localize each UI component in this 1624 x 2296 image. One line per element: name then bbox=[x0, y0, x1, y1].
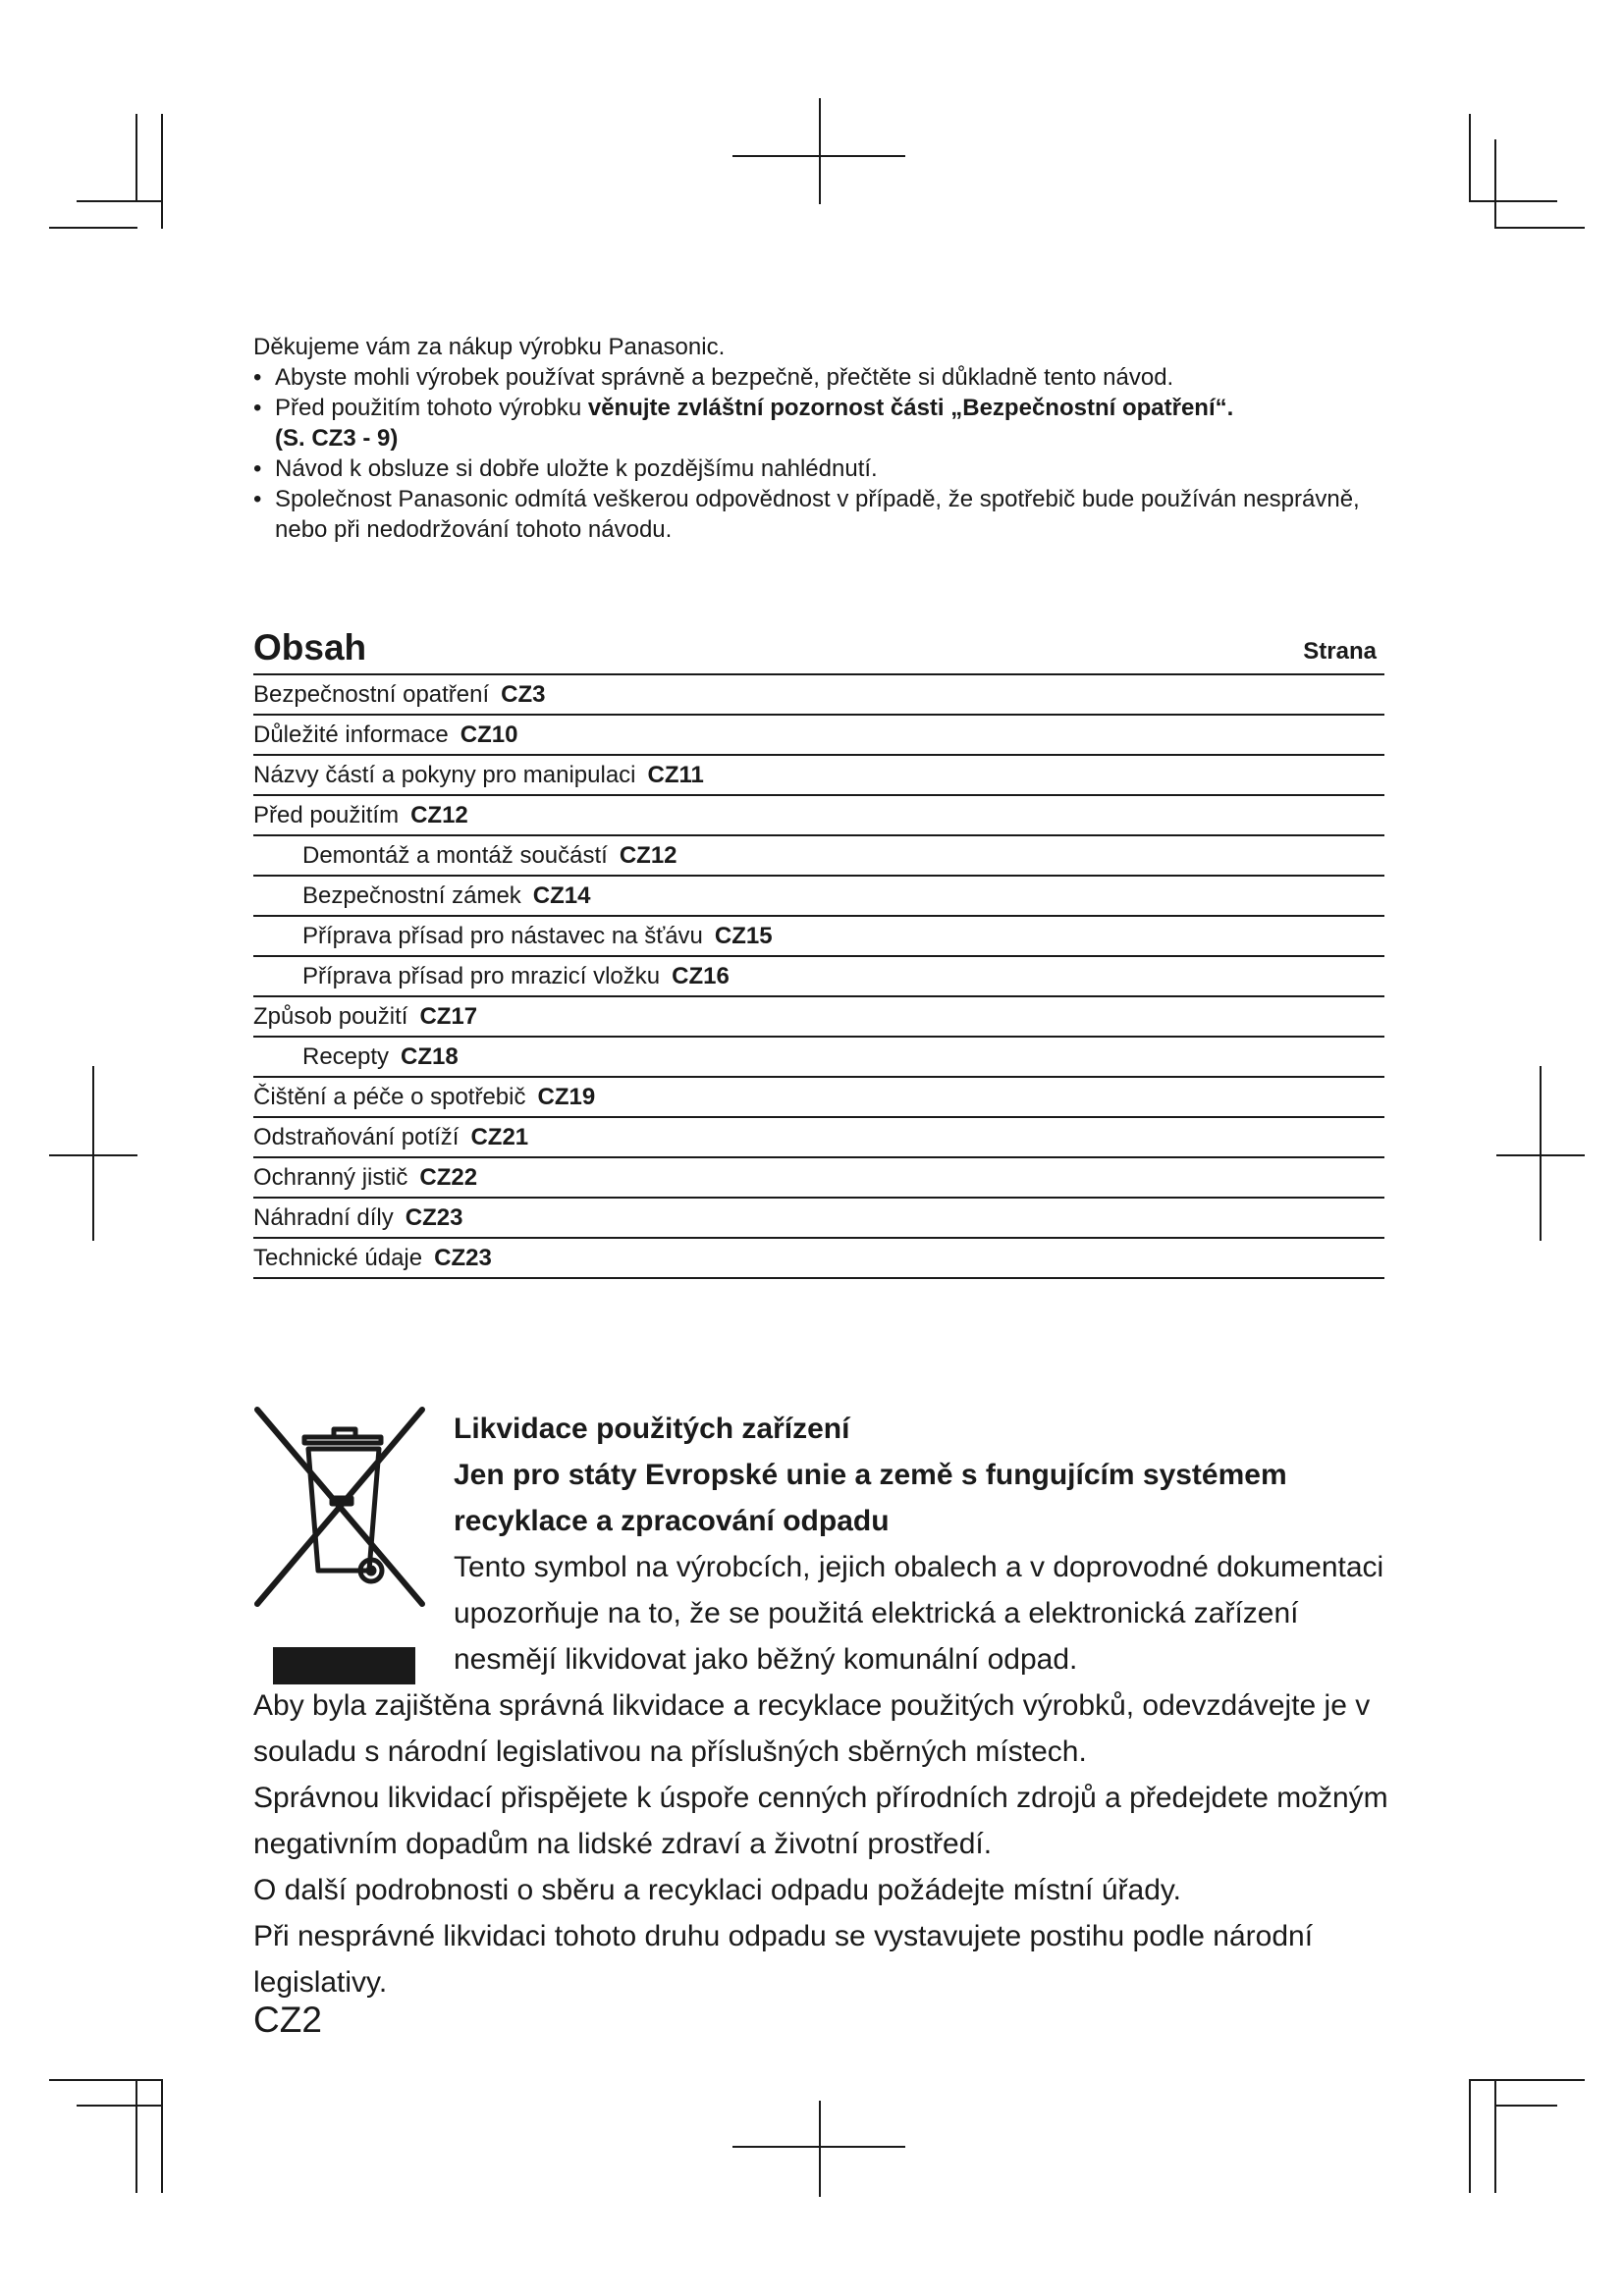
intro-bullet-text: Návod k obsluze si dobře uložte k pozdějšímu nahlédnutí. bbox=[275, 455, 878, 482]
intro-bullet-text: Před použitím tohoto výrobku bbox=[275, 395, 588, 421]
crop-mark-line bbox=[1469, 200, 1557, 202]
toc-item-page: CZ18 bbox=[401, 1043, 459, 1070]
toc-item-page: CZ3 bbox=[501, 681, 546, 708]
weee-black-bar bbox=[273, 1647, 415, 1684]
crop-mark-line bbox=[161, 2079, 163, 2193]
toc-item-label: Příprava přísad pro mrazicí vložku bbox=[302, 963, 661, 989]
toc-item-label: Recepty bbox=[302, 1043, 390, 1070]
disposal-paragraph: Tento symbol na výrobcích, jejich obalech a v doprovodné dokumentaci upozorňuje na to, že se použitá elektrická a elektronická zařízení nesmějí likvidovat jako běžný komunální odpad. bbox=[454, 1551, 1384, 1676]
toc-item[interactable] bbox=[253, 1158, 1384, 1199]
toc-item-label: Názvy částí a pokyny pro manipulaci bbox=[253, 762, 636, 788]
toc-item-page: CZ19 bbox=[537, 1084, 596, 1110]
toc-item[interactable] bbox=[253, 675, 1384, 716]
toc-item-page: CZ12 bbox=[619, 842, 677, 869]
crop-mark-line bbox=[135, 114, 137, 202]
toc-item-label: Demontáž a montáž součástí bbox=[302, 842, 608, 869]
toc-subitem[interactable] bbox=[253, 957, 1384, 997]
toc-item-page: CZ15 bbox=[714, 923, 773, 949]
crop-mark-line bbox=[1494, 2105, 1557, 2107]
toc-header bbox=[253, 624, 1384, 675]
toc-subitem[interactable] bbox=[253, 1038, 1384, 1078]
crop-mark-line bbox=[77, 200, 163, 202]
intro-page-reference: (S. CZ3 - 9) bbox=[275, 425, 399, 452]
disposal-section bbox=[454, 1406, 1386, 1682]
toc-item-page: CZ21 bbox=[470, 1124, 529, 1150]
crop-mark-line bbox=[1469, 2079, 1585, 2081]
intro-bullet-text: Abyste mohli výrobek používat správně a bezpečně, přečtěte si důkladně tento návod. bbox=[275, 364, 1174, 391]
page-number: CZ2 bbox=[253, 2000, 322, 2040]
disposal-paragraph: Správnou likvidací přispějete k úspoře cenných přírodních zdrojů a předejdete možným negativním dopadům na lidské zdraví a životní prostředí. bbox=[253, 1782, 1388, 1860]
toc-item-page: CZ17 bbox=[419, 1003, 478, 1030]
crop-mark-line bbox=[1494, 2079, 1496, 2193]
registration-cross bbox=[819, 2101, 821, 2197]
crop-mark-line bbox=[1469, 2079, 1471, 2193]
toc-item[interactable] bbox=[253, 1118, 1384, 1158]
toc-item-page: CZ11 bbox=[647, 762, 704, 788]
toc-item[interactable] bbox=[253, 1199, 1384, 1239]
registration-cross bbox=[819, 98, 821, 204]
toc-item-page: CZ10 bbox=[460, 721, 518, 748]
toc-item[interactable] bbox=[253, 756, 1384, 796]
toc-page-label: Strana bbox=[1303, 638, 1377, 665]
toc-item-page: CZ22 bbox=[419, 1164, 478, 1191]
crop-mark-line bbox=[1469, 114, 1471, 202]
intro-thanks: Děkujeme vám za nákup výrobku Panasonic. bbox=[253, 334, 726, 360]
toc-subitem[interactable] bbox=[253, 917, 1384, 957]
intro-bullet-emphasis: věnujte zvláštní pozornost části „Bezpečnostní opatření“. bbox=[587, 395, 1234, 421]
intro-bullet bbox=[253, 454, 1382, 484]
toc-item-page: CZ16 bbox=[672, 963, 730, 989]
toc-item-page: CZ23 bbox=[405, 1204, 463, 1231]
crop-mark-line bbox=[161, 114, 163, 229]
toc-item[interactable] bbox=[253, 997, 1384, 1038]
toc-item-label: Čištění a péče o spotřebič bbox=[253, 1084, 526, 1110]
toc-item-label: Důležité informace bbox=[253, 721, 449, 748]
toc-item-label: Náhradní díly bbox=[253, 1204, 394, 1231]
toc-item-page: CZ14 bbox=[532, 882, 591, 909]
crop-mark-line bbox=[49, 227, 137, 229]
disposal-body bbox=[253, 1682, 1412, 2005]
intro-bullet bbox=[253, 362, 1382, 393]
toc-item-label: Bezpečnostní zámek bbox=[302, 882, 521, 909]
toc-item[interactable] bbox=[253, 1239, 1384, 1279]
toc-item-label: Ochranný jistič bbox=[253, 1164, 408, 1191]
registration-cross bbox=[1540, 1066, 1542, 1241]
intro-bullet bbox=[253, 393, 1382, 454]
toc-item[interactable] bbox=[253, 716, 1384, 756]
toc-subitem[interactable] bbox=[253, 836, 1384, 877]
toc-item[interactable] bbox=[253, 1078, 1384, 1118]
disposal-heading: Likvidace použitých zařízení bbox=[454, 1413, 850, 1445]
crop-mark-line bbox=[135, 2079, 137, 2193]
disposal-paragraph: Při nesprávné likvidaci tohoto druhu odpadu se vystavujete postihu podle národní legislativy. bbox=[253, 1920, 1314, 1999]
intro-section bbox=[253, 332, 1382, 545]
disposal-subheading: Jen pro státy Evropské unie a země s fungujícím systémem recyklace a zpracování odpadu bbox=[454, 1459, 1287, 1537]
registration-cross bbox=[92, 1066, 94, 1241]
disposal-paragraph: Aby byla zajištěna správná likvidace a recyklace použitých výrobků, odevzdávejte je v souladu s národní legislativou na příslušných sběrných místech. bbox=[253, 1689, 1371, 1768]
crop-mark-line bbox=[1494, 227, 1585, 229]
table-of-contents bbox=[253, 624, 1384, 1279]
toc-item-label: Bezpečnostní opatření bbox=[253, 681, 490, 708]
crop-mark-line bbox=[77, 2105, 163, 2107]
toc-item-label: Odstraňování potíží bbox=[253, 1124, 460, 1150]
crossed-bin-icon bbox=[253, 1404, 430, 1610]
crop-mark-line bbox=[1494, 139, 1496, 229]
intro-bullet-text: Společnost Panasonic odmítá veškerou odpovědnost v případě, že spotřebič bude používán nesprávně, nebo při nedodržování tohoto návodu. bbox=[275, 486, 1360, 543]
toc-item-label: Způsob použití bbox=[253, 1003, 408, 1030]
disposal-paragraph: O další podrobnosti o sběru a recyklaci odpadu požádejte místní úřady. bbox=[253, 1874, 1181, 1906]
toc-item[interactable] bbox=[253, 796, 1384, 836]
toc-item-page: CZ23 bbox=[434, 1245, 492, 1271]
toc-item-label: Před použitím bbox=[253, 802, 400, 828]
crop-mark-line bbox=[49, 2079, 163, 2081]
toc-subitem[interactable] bbox=[253, 877, 1384, 917]
intro-bullet bbox=[253, 484, 1382, 545]
toc-item-page: CZ12 bbox=[410, 802, 468, 828]
toc-item-label: Příprava přísad pro nástavec na šťávu bbox=[302, 923, 703, 949]
toc-item-label: Technické údaje bbox=[253, 1245, 423, 1271]
toc-title: Obsah bbox=[253, 627, 367, 667]
